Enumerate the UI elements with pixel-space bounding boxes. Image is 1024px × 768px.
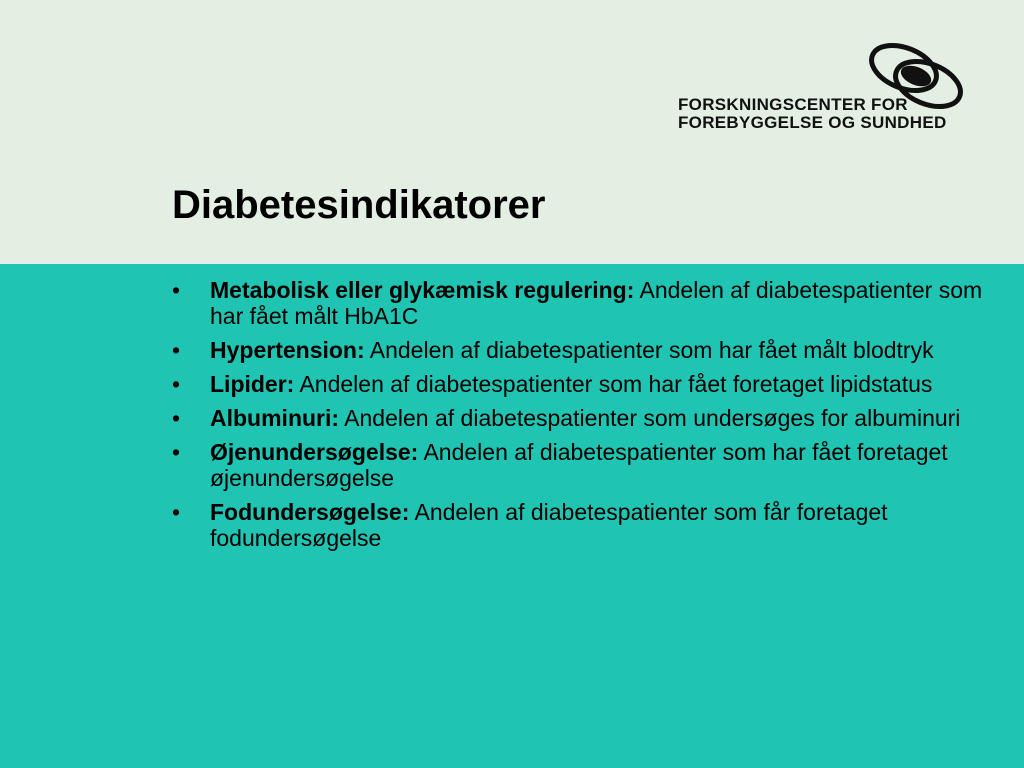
bullet-icon: • (172, 499, 181, 525)
bullet-icon: • (172, 337, 181, 363)
item-description: Andelen af diabetespatienter som undersøges for albuminuri (339, 405, 961, 431)
list-item (172, 371, 1012, 397)
list-item (172, 439, 1012, 491)
organization-logo (678, 40, 978, 135)
item-description: Andelen af diabetespatienter som har fået foretaget lipidstatus (294, 371, 933, 397)
item-description: Andelen af diabetespatienter som har fået målt HbA1C (210, 277, 983, 329)
item-term: Hypertension: (210, 337, 365, 363)
slide-title: Diabetesindikatorer (172, 183, 546, 227)
item-description: Andelen af diabetespatienter som har fået målt blodtryk (364, 337, 934, 363)
bullet-icon: • (172, 277, 181, 303)
logo-text-line-1: FORSKNINGSCENTER FOR (678, 95, 908, 114)
item-term: Metabolisk eller glykæmisk regulering: (210, 277, 635, 303)
item-description: Andelen af diabetespatienter som har fået foretaget øjenundersøgelse (210, 439, 948, 491)
list-item (172, 499, 1012, 551)
logo-text-line-2: FOREBYGGELSE OG SUNDHED (678, 113, 947, 132)
item-term: Øjenundersøgelse: (210, 439, 419, 465)
bullet-icon: • (172, 439, 181, 465)
list-item (172, 337, 1012, 363)
bullet-icon: • (172, 405, 181, 431)
list-item (172, 405, 1012, 431)
indicator-list (172, 277, 1012, 559)
list-item (172, 277, 1012, 329)
item-term: Lipider: (210, 371, 295, 397)
item-term: Fodundersøgelse: (210, 499, 410, 525)
item-description: Andelen af diabetespatienter som får foretaget fodundersøgelse (210, 499, 888, 551)
bullet-icon: • (172, 371, 181, 397)
item-term: Albuminuri: (210, 405, 340, 431)
